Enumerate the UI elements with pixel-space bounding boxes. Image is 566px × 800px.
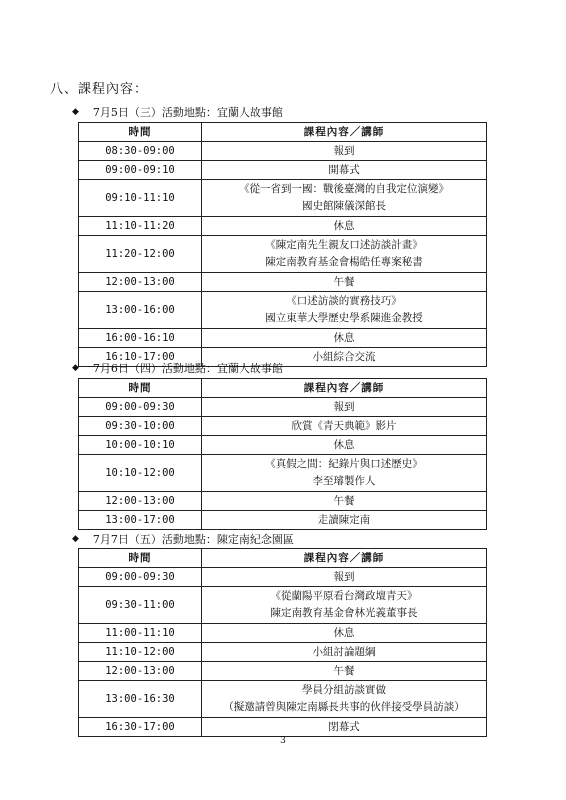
- time-cell: 09:30-10:00: [79, 417, 202, 436]
- time-cell: 09:00-09:30: [79, 568, 202, 587]
- table-header-row: [79, 379, 487, 398]
- content-cell: [202, 587, 487, 624]
- time-cell: 09:30-11:00: [79, 587, 202, 624]
- course-note: （擬邀請曾與陳定南縣長共事的伙伴接受學員訪談）: [223, 701, 465, 713]
- time-cell: 13:00-16:30: [79, 681, 202, 718]
- time-cell: 12:00-13:00: [79, 492, 202, 511]
- time-cell: 16:00-16:10: [79, 329, 202, 348]
- diamond-bullet-icon: ◆: [72, 363, 79, 373]
- table-header-row: [79, 123, 487, 142]
- course-title: 《口述訪談的實務技巧》: [286, 295, 402, 307]
- content-cell: [202, 236, 487, 273]
- content-cell: 小組綜合交流: [202, 348, 487, 367]
- table-row: [79, 142, 487, 161]
- table-row: [79, 398, 487, 417]
- table-row: [79, 417, 487, 436]
- content-cell: 走讀陳定南: [202, 511, 487, 530]
- content-cell: 報到: [202, 398, 487, 417]
- time-cell: 11:10-12:00: [79, 643, 202, 662]
- day-heading-1: [72, 104, 283, 120]
- column-header-content: 課程內容／講師: [202, 123, 487, 142]
- table-row: [79, 455, 487, 492]
- page-number: 3: [280, 736, 286, 746]
- column-header-time: 時間: [79, 379, 202, 398]
- time-cell: 12:00-13:00: [79, 273, 202, 292]
- table-row: [79, 292, 487, 329]
- content-cell: [202, 681, 487, 718]
- content-cell: [202, 180, 487, 217]
- content-cell: 午餐: [202, 273, 487, 292]
- content-cell: 小組討論題綱: [202, 643, 487, 662]
- table-row: [79, 587, 487, 624]
- table-row: [79, 436, 487, 455]
- time-cell: 11:00-11:10: [79, 624, 202, 643]
- course-title: 《從蘭陽平原看台灣政壇青天》: [270, 590, 418, 602]
- column-header-content: 課程內容／講師: [202, 549, 487, 568]
- time-cell: 13:00-16:00: [79, 292, 202, 329]
- column-header-content: 課程內容／講師: [202, 379, 487, 398]
- content-cell: 休息: [202, 217, 487, 236]
- table-row: [79, 236, 487, 273]
- day-heading-3: [72, 531, 294, 547]
- time-cell: 16:10-17:00: [79, 348, 202, 367]
- schedule-table-day2: [78, 378, 487, 530]
- table-row: [79, 161, 487, 180]
- course-speaker: 李至璿製作人: [312, 475, 376, 487]
- table-row: [79, 568, 487, 587]
- table-row: [79, 329, 487, 348]
- time-cell: 10:00-10:10: [79, 436, 202, 455]
- course-speaker: 國立東華大學歷史學系陳進金教授: [265, 312, 423, 324]
- diamond-bullet-icon: ◆: [72, 534, 79, 544]
- course-title: 學員分組訪談實做: [302, 684, 386, 696]
- course-speaker: 陳定南教育基金會楊皓任專案秘書: [265, 256, 423, 268]
- section-title: 八、課程內容：: [50, 82, 149, 97]
- table-row: [79, 511, 487, 530]
- diamond-bullet-icon: ◆: [72, 107, 79, 117]
- day-heading-text: 7月7日（五）活動地點：陳定南紀念園區: [92, 533, 294, 546]
- time-cell: 09:00-09:10: [79, 161, 202, 180]
- content-cell: [202, 455, 487, 492]
- time-cell: 11:10-11:20: [79, 217, 202, 236]
- time-cell: 10:10-12:00: [79, 455, 202, 492]
- course-title: 《從一省到一國：戰後臺灣的自我定位演變》: [239, 183, 449, 195]
- table-header-row: [79, 549, 487, 568]
- day-heading-text: 7月5日（三）活動地點：宜蘭人故事館: [92, 106, 283, 119]
- course-title: 《陳定南先生親友口述訪談計畫》: [265, 239, 423, 251]
- table-row: [79, 643, 487, 662]
- content-cell: [202, 292, 487, 329]
- column-header-time: 時間: [79, 123, 202, 142]
- course-speaker: 陳定南教育基金會林光義董事長: [270, 607, 418, 619]
- time-cell: 11:20-12:00: [79, 236, 202, 273]
- content-cell: 開幕式: [202, 161, 487, 180]
- schedule-table-day1: [78, 122, 487, 367]
- column-header-time: 時間: [79, 549, 202, 568]
- table-row: [79, 217, 487, 236]
- time-cell: 12:00-13:00: [79, 662, 202, 681]
- time-cell: 08:30-09:00: [79, 142, 202, 161]
- time-cell: 09:10-11:10: [79, 180, 202, 217]
- table-row: [79, 624, 487, 643]
- table-row: [79, 273, 487, 292]
- day-heading-2: [72, 360, 283, 376]
- time-cell: 16:30-17:00: [79, 718, 202, 737]
- content-cell: 報到: [202, 568, 487, 587]
- content-cell: 閉幕式: [202, 718, 487, 737]
- schedule-table-day3: [78, 548, 487, 737]
- course-speaker: 國史館陳儀深館長: [302, 200, 386, 212]
- table-row: [79, 662, 487, 681]
- content-cell: 午餐: [202, 492, 487, 511]
- content-cell: 報到: [202, 142, 487, 161]
- content-cell: 午餐: [202, 662, 487, 681]
- table-row: [79, 492, 487, 511]
- time-cell: 13:00-17:00: [79, 511, 202, 530]
- content-cell: 休息: [202, 624, 487, 643]
- table-row: [79, 718, 487, 737]
- content-cell: 欣賞《青天典範》影片: [202, 417, 487, 436]
- content-cell: 休息: [202, 436, 487, 455]
- content-cell: 休息: [202, 329, 487, 348]
- time-cell: 09:00-09:30: [79, 398, 202, 417]
- table-row: [79, 681, 487, 718]
- day-heading-text: 7月6日（四）活動地點：宜蘭人故事館: [92, 362, 283, 375]
- table-row: [79, 180, 487, 217]
- course-title: 《真假之間：紀錄片與口述歷史》: [265, 458, 423, 470]
